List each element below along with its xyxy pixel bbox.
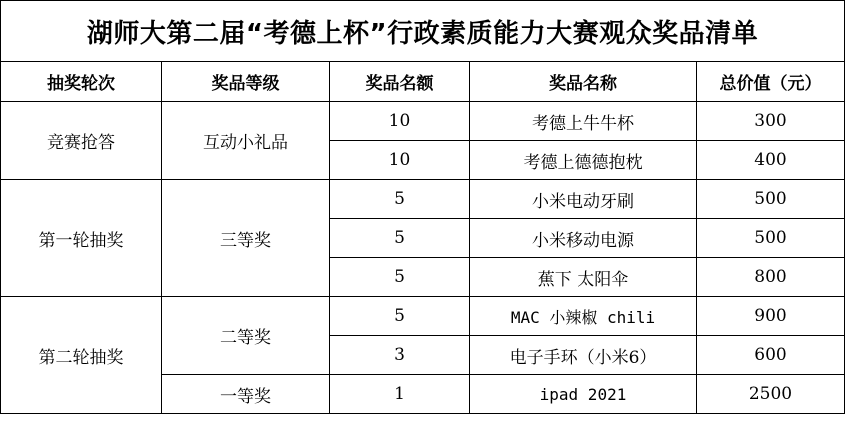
value-cell: 2500 xyxy=(697,375,845,414)
prize-name-cell: 考德上牛牛杯 xyxy=(470,102,697,141)
level-cell: 互动小礼品 xyxy=(162,102,330,180)
value-cell: 800 xyxy=(697,258,845,297)
level-cell: 一等奖 xyxy=(162,375,330,414)
value-cell: 500 xyxy=(697,180,845,219)
prize-name-cell: 电子手环（小米6） xyxy=(470,336,697,375)
prize-name-cell: MAC 小辣椒 chili xyxy=(470,297,697,336)
header-row xyxy=(1,62,845,102)
value-cell: 500 xyxy=(697,219,845,258)
value-cell: 600 xyxy=(697,336,845,375)
round-cell: 竞赛抢答 xyxy=(1,102,162,180)
count-cell: 5 xyxy=(330,258,470,297)
table-row xyxy=(1,102,845,141)
count-cell: 10 xyxy=(330,141,470,180)
header-level: 奖品等级 xyxy=(162,62,330,102)
prize-name-cell: 考德上德德抱枕 xyxy=(470,141,697,180)
value-cell: 900 xyxy=(697,297,845,336)
count-cell: 10 xyxy=(330,102,470,141)
value-cell: 400 xyxy=(697,141,845,180)
table-row xyxy=(1,297,845,336)
level-cell: 三等奖 xyxy=(162,180,330,297)
value-cell: 300 xyxy=(697,102,845,141)
count-cell: 5 xyxy=(330,180,470,219)
prize-name-cell: ipad 2021 xyxy=(470,375,697,414)
prize-name-cell: 蕉下 太阳伞 xyxy=(470,258,697,297)
count-cell: 5 xyxy=(330,297,470,336)
table-title: 湖师大第二届“考德上杯”行政素质能力大赛观众奖品清单 xyxy=(1,1,845,62)
header-prize-name: 奖品名称 xyxy=(470,62,697,102)
table-row xyxy=(1,180,845,219)
prize-name-cell: 小米电动牙刷 xyxy=(470,180,697,219)
count-cell: 5 xyxy=(330,219,470,258)
header-total-value: 总价值（元） xyxy=(697,62,845,102)
level-cell: 二等奖 xyxy=(162,297,330,375)
round-cell: 第一轮抽奖 xyxy=(1,180,162,297)
header-count: 奖品名额 xyxy=(330,62,470,102)
round-cell: 第二轮抽奖 xyxy=(1,297,162,414)
count-cell: 3 xyxy=(330,336,470,375)
header-round: 抽奖轮次 xyxy=(1,62,162,102)
prize-name-cell: 小米移动电源 xyxy=(470,219,697,258)
count-cell: 1 xyxy=(330,375,470,414)
